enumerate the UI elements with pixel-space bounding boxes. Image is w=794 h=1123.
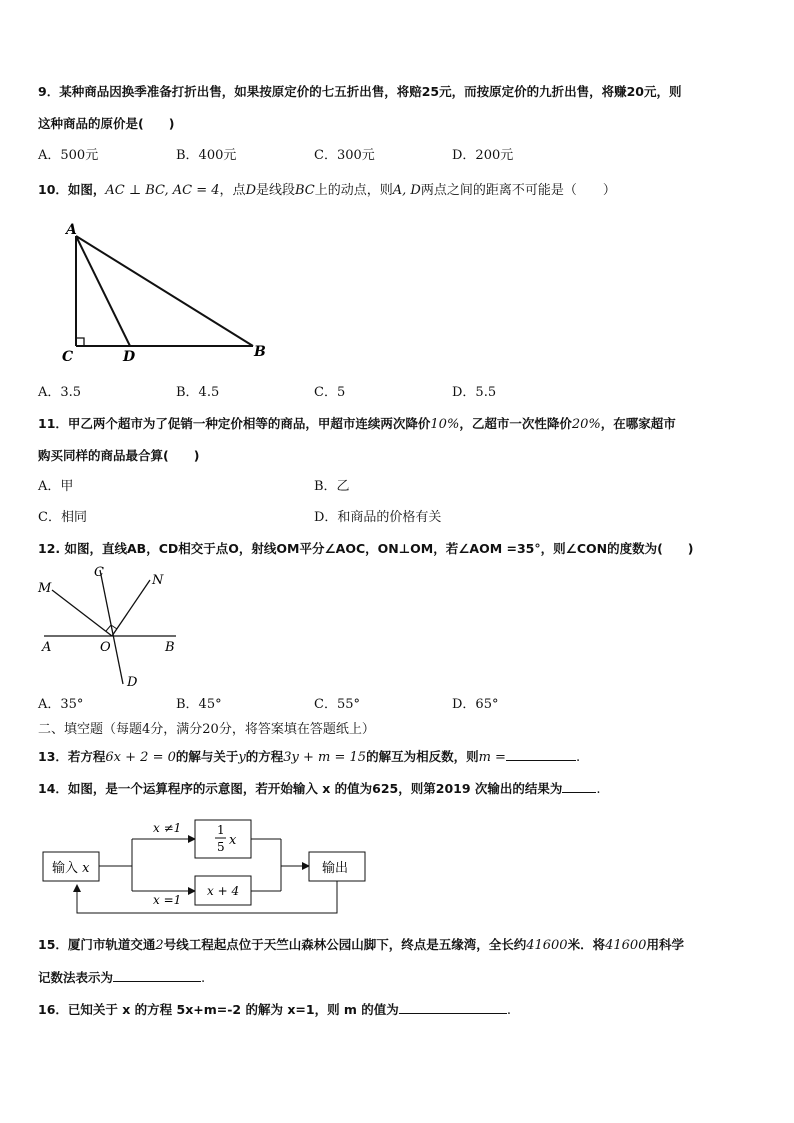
q16-post: . [506, 1003, 511, 1018]
q11-percent-2: 20% [571, 417, 601, 432]
q13-post: . [575, 750, 581, 765]
q13-equation-2: 3y + m = 15 [283, 750, 367, 765]
q10-triangle-figure [40, 220, 280, 370]
q12-option-d: D．65° [452, 697, 499, 712]
q12-label-d: D [127, 675, 138, 690]
q12-option-c: C．55° [314, 697, 360, 712]
q15-line1 [38, 937, 684, 954]
q12-angle-figure [30, 560, 200, 695]
q15-line-number: 2 [155, 938, 164, 953]
flow-frac-num: 1 [217, 823, 225, 837]
q13-equation-1: 6x + 2 = 0 [105, 750, 176, 765]
flow-output-label: 输出 [322, 861, 349, 876]
q10-label-b: B [254, 344, 266, 360]
q13-pre: 13．若方程 [38, 749, 106, 764]
q16-stem [38, 1001, 511, 1019]
q12-line-cd [100, 570, 123, 684]
q13-stem [38, 748, 580, 766]
q9-line2: 这种商品的原价是( ) [38, 116, 175, 131]
q11-option-d: D．和商品的价格有关 [314, 510, 442, 525]
q12-option-a: A．35° [38, 697, 84, 712]
q10-option-c: C．5 [314, 385, 346, 400]
q10-post: 两点之间的距离不可能是（ ） [420, 183, 616, 198]
q10-point-d: D [245, 183, 256, 198]
q16-text: 16．已知关于 x 的方程 5x+m=-2 的解为 x=1，则 m 的值为 [38, 1002, 399, 1017]
q10-segment-bc: BC [295, 183, 315, 198]
q10-label-d: D [123, 349, 136, 365]
q14-answer-blank[interactable] [562, 780, 596, 793]
q13-mid2: 的方程 [245, 749, 284, 764]
q10-label-a: A [66, 222, 77, 238]
q10-option-a: A．3.5 [38, 385, 82, 400]
q10-right-angle-mark [76, 338, 84, 346]
q14-text: 14．如图，是一个运算程序的示意图，若开始输入 x 的值为625，则第2019 次输出的结果为 [38, 781, 563, 796]
q12-label-n: N [152, 573, 164, 588]
section-2-heading: 二、填空题（每题4分，满分20分，将答案填在答题纸上） [38, 722, 375, 737]
q11-option-b: B．乙 [314, 479, 350, 494]
flow-input-label [52, 860, 90, 876]
q14-flowchart [40, 815, 380, 917]
flow-input-text: 输入 [52, 861, 79, 876]
q12-ray-on [112, 580, 150, 636]
flow-bottom-condition: x =1 [153, 893, 182, 907]
q15-line1-mid: 号线工程起点位于天竺山森林公园山脚下，终点是五缘湾，全长约 [163, 937, 527, 952]
q10-pre: 10．如图， [38, 182, 106, 197]
flow-frac-var: x [229, 833, 237, 848]
q15-post: . [201, 971, 206, 986]
q12-label-b: B [165, 640, 175, 655]
q15-line1-mid2: 米．将 [567, 937, 606, 952]
q13-answer-blank[interactable] [506, 748, 576, 761]
q12-label-o: O [100, 640, 111, 655]
flow-top-condition: x ≠1 [153, 821, 182, 835]
q13-var-m: m = [478, 750, 506, 765]
q11-line1-pre: 11．甲乙两个超市为了促销一种定价相等的商品，甲超市连续两次降价 [38, 416, 431, 431]
q15-length-1: 41600 [526, 938, 568, 953]
q9-option-a: A．500元 [38, 148, 99, 163]
q11-percent-1: 10% [430, 417, 460, 432]
q11-option-a: A．甲 [38, 479, 74, 494]
q15-length-2: 41600 [605, 938, 647, 953]
q10-condition: AC ⊥ BC, AC = 4 [105, 183, 220, 198]
q15-line1-pre: 15．厦门市轨道交通 [38, 937, 156, 952]
q12-label-a: A [42, 640, 52, 655]
q13-mid1: 的解与关于 [175, 749, 239, 764]
q11-line2: 购买同样的商品最合算( ) [38, 448, 200, 463]
q10-points-ad: A, D [392, 183, 421, 198]
q12-option-b: B．45° [176, 697, 222, 712]
q9-line1: 9．某种商品因换季准备打折出售，如果按原定价的七五折出售，将赔25元，而按原定价的九折出售，将赚20元，则 [38, 84, 682, 99]
q12-stem: 12. 如图，直线AB，CD相交于点O，射线OM平分∠AOC，ON⊥OM，若∠AOM =35°，则∠CON的度数为( ) [38, 541, 694, 556]
q10-mid3: 上的动点，则 [314, 183, 393, 198]
q9-option-b: B．400元 [176, 148, 237, 163]
flow-input-var: x [82, 861, 90, 876]
q10-mid2: 是线段 [256, 183, 296, 198]
q14-stem [38, 780, 601, 798]
q11-line1-mid: ，乙超市一次性降价 [459, 416, 572, 431]
q15-answer-blank[interactable] [113, 969, 201, 982]
q12-label-m: M [38, 581, 52, 596]
q11-option-c: C．相同 [38, 510, 87, 525]
q10-label-c: C [62, 349, 74, 365]
q15-line2 [38, 969, 205, 987]
flow-frac-den: 5 [217, 840, 225, 854]
q12-ray-om [52, 590, 112, 636]
q15-line2-text: 记数法表示为 [38, 970, 114, 985]
flow-add-label: x + 4 [207, 884, 240, 898]
q12-label-c: C [94, 565, 104, 580]
q9-option-d: D．200元 [452, 148, 514, 163]
q11-line1 [38, 416, 676, 433]
q9-option-c: C．300元 [314, 148, 375, 163]
q10-mid1: ，点 [219, 183, 246, 198]
q10-stem [38, 182, 616, 199]
q13-var-y: y [238, 750, 246, 765]
q10-option-d: D．5.5 [452, 385, 497, 400]
q10-option-b: B．4.5 [176, 385, 220, 400]
q14-post: . [596, 782, 601, 797]
q15-line1-post: 用科学 [646, 937, 684, 952]
q13-mid3: 的解互为相反数，则 [366, 749, 479, 764]
q11-line1-post: ，在哪家超市 [600, 416, 676, 431]
q16-answer-blank[interactable] [399, 1001, 507, 1014]
